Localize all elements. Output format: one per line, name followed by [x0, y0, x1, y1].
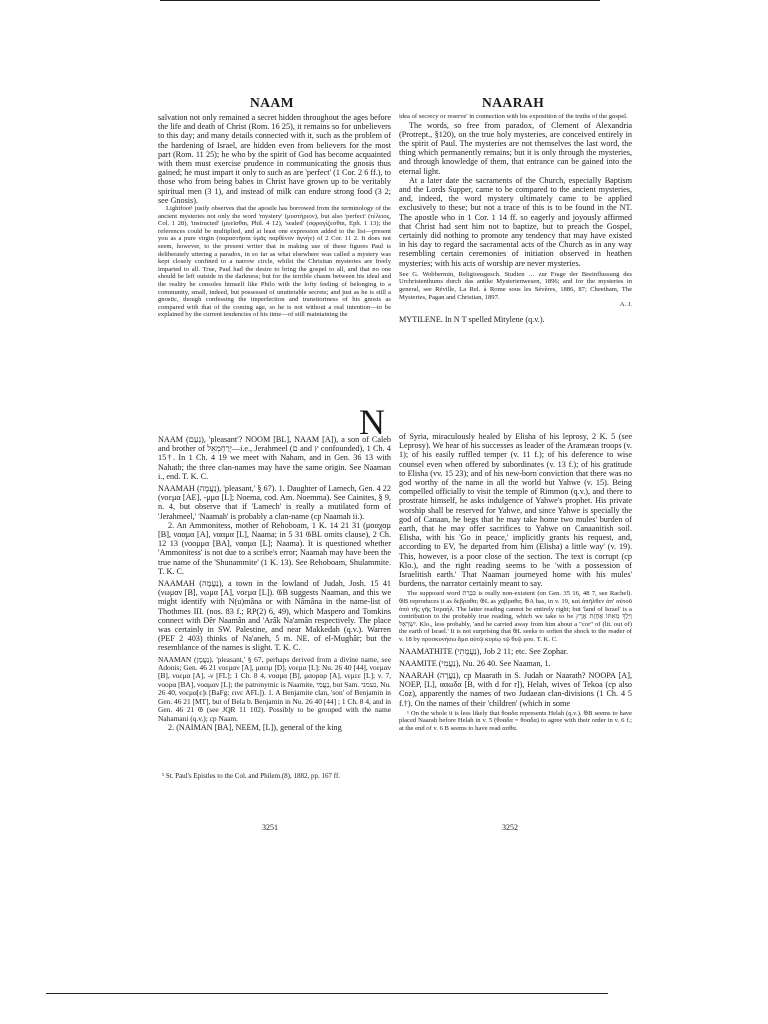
- entry-naarah: NAARAH (נַעֲרָה), cp Maarath in S. Judah or Naarath? NOOPA [A], NOEP, [L], ααωδα [B, with d for r]), Helah, wives of Tekoa (cp also Coz), apparently the names of two Judaean clan-divisions (1 Ch. 4 5 f.†). On the names of their 'children' (which in some: [399, 671, 632, 708]
- signature: A. J.: [619, 301, 632, 309]
- bottom-rule: [46, 993, 608, 994]
- entry-naamathite: NAAMATHITE (נַעֲמָתִי), Job 2 11; etc. See Zophar.: [399, 646, 569, 656]
- entry-naaman-2: 2. (NAIMAN [BA], NEEM, [L]), general of the king: [168, 722, 342, 732]
- footnote-right: ¹ On the whole it is less likely that θοαδα represents Helah (q.v.). 𝔊B seems to have placed Naarah before Helah in v. 5 (θοαδα = θοαδα) to agree with their order in v. 6 f.; at the end of v. 6 B seems to have read ασθα.: [399, 709, 632, 733]
- paragraph: idea of secrecy or reserve' in connection with his exposition of the truths of the gospel.: [399, 113, 628, 120]
- running-header-right: NAARAH: [482, 95, 545, 110]
- column-bottom-right: [399, 432, 632, 812]
- column-bottom-left: [158, 432, 391, 760]
- running-header-left: NAAM: [250, 95, 294, 110]
- page-number-right: 3252: [502, 823, 518, 832]
- entry-mytilene: MYTILENE. In N T spelled Mitylene (q.v.).: [399, 314, 545, 324]
- entry-naamah-2: 2. An Ammonitess, mother of Rehoboam, 1 K. 14 21 31 (μααχαμ [B], νααμα [A], νααμα [L], Naama; in 5 31 𝔊BL omits clause), 2 Ch. 12 13 (νοομμα [BA], νααμα [L]; Naama). It is questioned whether 'Ammonitess' is not due to a scribe's error; Naamah may have been the true name of the 'Shunammite' (1 K. 13). See Rehoboam, Shulammite. T. K. C.: [158, 520, 391, 576]
- section-letter: N: [359, 402, 385, 442]
- column-top-left: [158, 113, 391, 385]
- footnote-paragraph: Lightfoot¹ justly observes that the apostle has borrowed from the terminology of the ancient mysteries not only the word 'mystery' (μυστήριον), but also 'perfect' (τέλειος, Col. 1 28), 'instructed' (μυεῖσθαι, Phil. 4 12), 'sealed' (σφραγίζεσθαι, Eph. 1 13); the references could be multiplied, and at least one expression added to the list—present you as a pure virgin (παραστῆσαι ὑμᾶς παρθένον ἁγνήν) of 2 Cor. 11 2. It does not seem, however, to the present writer that in making use of these figures Paul is deliberately uttering a paradox, in so far as what elsewhere was called a mystery was kept closely confined to a narrow circle, whilst the Christian mysteries are freely imparted to all. True, Paul had the desire to bring the gospel to all, and that no one should be left outside in the darkness; but for the terrible chasm between his ideal and the reality he consoles himself like Philo with the lofty feeling of belonging to a community, small, indeed, but possessed of unutterable secrets; and just as he is still a gnostic, though confessing the imperfection and transitoriness of his gnosis as compared with that of the coming age, so he is not without a real intention—to be explained by the current tendencies of his time—of still maintaining the: [158, 205, 391, 319]
- paragraph: The words, so free from paradox, of Clement of Alexandria (Protrept., §120), on the true holy mysteries, are conceived entirely in the spirit of Paul. The mysteries are not themselves the last word, the thing which permanently remains; but it is only through the mysteries, and through knowledge of them, that entrance can be gained into the eternal light.: [399, 120, 632, 176]
- bibliography-note: See G. Wobbermin, Religionsgesch. Studien … zur Frage der Beeinflussung des Urchristenthums durch das antike Mysterienwesen, 1896; and for the mysteries in general, see Réville, La Rel. à Rome sous les Sévères, 1886, 87; Cheetham, The Mysteries, Pagan and Christian, 1897.: [399, 270, 632, 301]
- column-top-right: [399, 113, 632, 385]
- paragraph: of Syria, miraculously healed by Elisha of his leprosy, 2 K. 5 (see Leprosy). We hear of his successes as leader of the Aramæan troops (v. 1); of his easily ruffled temper (v. 11 f.); of his deference to wise counsel even when offered by subordinates (v. 13 f.); of his gratitude to Elisha (vv. 15 23); and of his new-born conviction that there was no god worthy of the name in all the world but Yahwe (v. 15). Being compelled officially to visit the temple of Rimmon (q.v.), and there to prostrate himself, he asks indulgence of Yahwe's prophet. His private worship shall be reserved for Yahwe, and since Yahwe is specially the god of Canaan, he begs that he may take home two mules' burden of earth, that he may offer sacrifices to Yahwe on Canaanitish soil. Elisha, with his 'Go in peace,' implicitly grants his request, and, according to EV, 'he departed from him (Elisha) a little way' (v. 19). This, however, is a poor close of the section. The text is corrupt (cp Klo.), and the right reading seems to be 'with a possession of Israelitish earth.' That Naaman journeyed home with his mules' burdens, the narrator certainly meant to say.: [399, 432, 632, 589]
- paragraph: salvation not only remained a secret hidden throughout the ages before the life and death of Christ (Rom. 16 25), it remains so for unbelievers to this day; and many details connected with it, such as the problem of the hardening of Israel, are hidden even from believers for the most part (Rom. 11 25); he who by the spirit of God has become acquainted with them must exercise prudence in communicating the gnosis thus gained; he must impart it only to such as are 'perfect' (1 Cor. 2 6 ff.), to those who from being babes in Christ have grown up to be veritably spiritual men (3 1), and instead of milk can endure strong food (3 2; see Gnosis).: [158, 113, 391, 205]
- page-number-left: 3251: [262, 823, 278, 832]
- entry-naaman: NAAMAN (נַעֲמָן), 'pleasant,' § 67, perhaps derived from a divine name, see Adonis; Gen. 46 21 νοεμαν [A], μαειμ [D], νοεμα [L]; Nu. 26 40 [44], νοεμαν [B], νοεμα [A], -ν [FL]; 1 Ch. 8 4, νοαμα [B], μαοραρ [A], νεμεε [L]; v. 7, νοορα [BA], νοαμαν [L]; the patronymic is Naamite, נַעֲמִי, but Sam. נעמני, Nu. 26 40, νοεμα[ε]ι [BaFg: εινε AFL]). 1. A Benjamite clan, 'son' of Benjamin in Gen. 46 21 [MT], but of Bela b. Benjamin in Nu. 26 40 [44] ; 1 Ch. 8 4, and in Gen. 46 21 𝔊 (see JQR 11 102). Possibly to be grouped with the name Nahamani (q.v.); cp Naam.: [158, 654, 391, 723]
- paragraph: At a later date the sacraments of the Church, especially Baptism and the Lords Supper, came to be compared to the ancient mysteries, and, indeed, the word mystery ultimately came to be applied exclusively to these; but not a trace of this is to be found in the NT. The apostle who in 1 Cor. 1 14 ff. so eagerly and joyously affirmed that Christ had sent him not to baptize, but to preach the Gospel, certainly did nothing to promote any tendency that may have existed in his day to regard the sacramental acts of the Church as in any way resembling certain ceremonies of initiation observed in heathen mysteries; with his acts of worship are never mysteries.: [399, 175, 632, 268]
- top-rule: [160, 0, 600, 1]
- footnote-paragraph: The supposed word כִּבְרַת is really non-existent (on Gen. 35 16, 48 7, see Rachel). 𝔊B reproduces it as δεβραθα; 𝔊L as χαβραθα; 𝔊A has, in v. 19, καὶ ἀπῆλθεν ἀπ' αὐτοῦ ἀπὸ τῆς γῆς Ἰσραήλ. The latter reading cannot be entirely right; but 'land of Israel' is a contribution to the probably true reading, which we take to be וַיֵּלֶךְ מֵאִתּוֹ אֲחֻזַּת אֶרֶץ יִשְׂרָאֵל. Klo., less probably, 'and he carried away from him about a "cor" of (lit. out of) the earth of Israel.' It is not surprising that 𝔊L seeks to soften the shock to the reader of v. 18 by προσκυνήσω ἅμα αὐτῷ κυρίῳ τῷ θεῷ μου. T. K. C.: [399, 590, 632, 644]
- entry-naamah-town: NAAMAH (נַעֲמָה), a town in the lowland of Judah, Josh. 15 41 (νωμαν [B], νωμα [A], νοεμα [L]). 𝔊B suggests Naaman, and this we might identify with N(u)mâna or with Nâmâna in the name-list of Thothmes III. (nos. 83 f.; RP(2) 6, 49), which Maspero and Tomkins connect with Dêr Naamân and 'Arâk Na'amân respectively. The place was certainly in SW. Palestine, and near Makkedah (q.v.). Warren (PEF 2 403) thinks of Na'aneh, 5 m. NE. of el-Mughâr; but the resemblance of the names is slight. T. K. C.: [158, 579, 391, 653]
- footnote-left: ¹ St. Paul's Epistles to the Col. and Philem.(8), 1882, pp. 167 ff.: [162, 772, 341, 780]
- entry-naam: NAAM (נַעַם), 'pleasant'? NOOM [BL], NAAM [A]), a son of Caleb and brother of יְרַחְמְאֵל—i.e., Jerahmeel (ם and ץ confounded), 1 Ch. 4 15†. In 1 Ch. 4 19 we meet with Naham, and in Gen. 36 13 with Nahath; the three clan-names may have the same origin. See Naaman i., end. T. K. C.: [158, 435, 391, 481]
- entry-naamah-1: NAAMAH (נַעֲמָה), 'pleasant,' § 67). 1. Daughter of Lamech, Gen. 4 22 (νοεμα [AE], -μμα [L]; Noema, cod. Am. Noemma). See Cainites, § 9, n. 4, but observe that if 'Lamech' is really a mutilated form of 'Jerahmeel,' 'Naamah' is probably a clan-name (cp Naamah ii.).: [158, 484, 391, 521]
- entry-naamite: NAAMITE (נַעֲמִי), Nu. 26 40. See Naaman, 1.: [399, 658, 551, 668]
